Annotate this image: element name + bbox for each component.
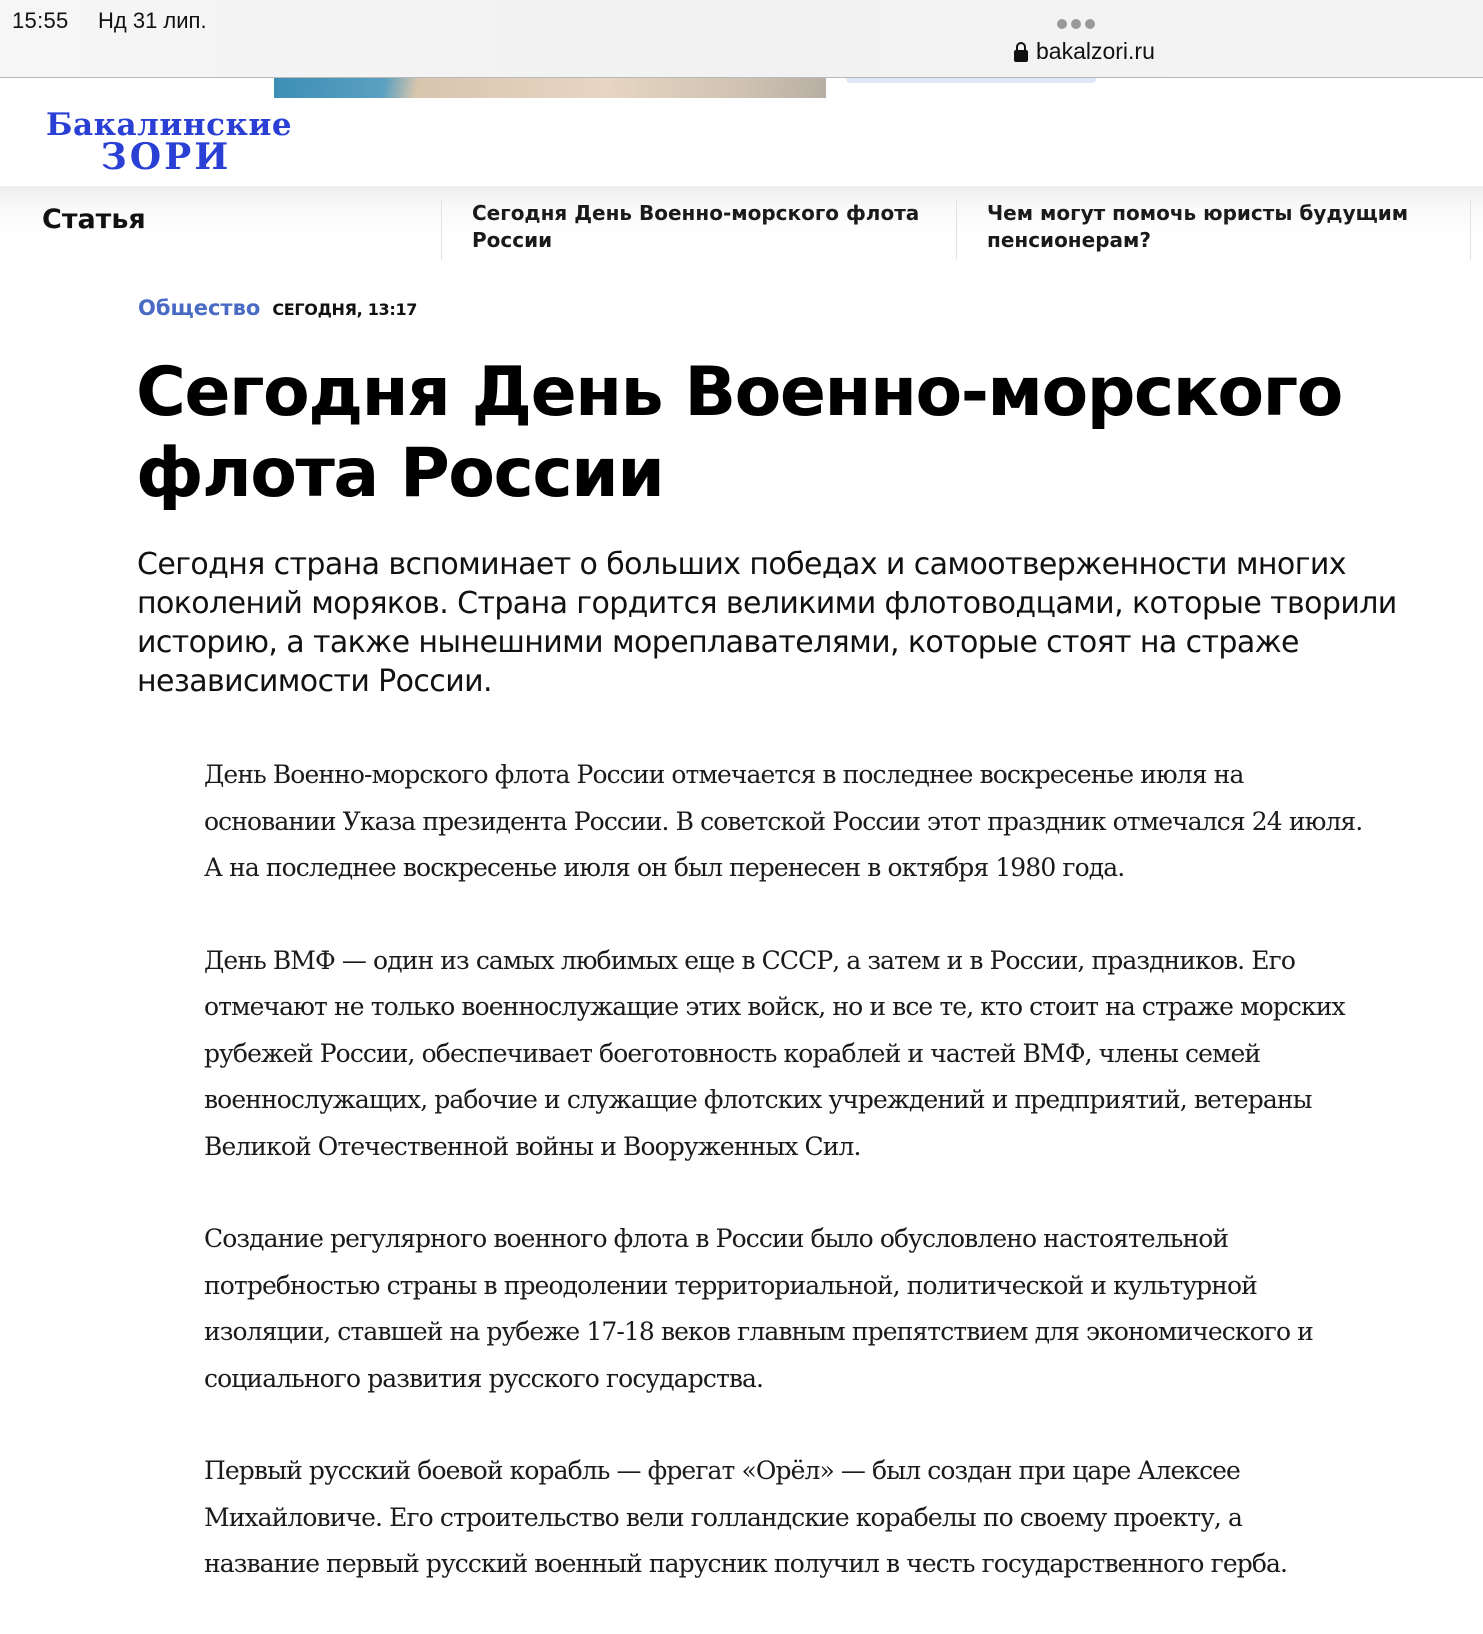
article-paragraph: Первый русский боевой корабль — фрегат «Орёл» — был создан при царе Алексее Михайловиче. Его строительство вели голландские корабелы по своему проекту, а название первый русский военный парусник получил в честь государственного герба. — [204, 1456, 1288, 1578]
logo-line-1: Бакалинские — [46, 107, 293, 143]
lock-icon — [1014, 42, 1028, 62]
article-title: Сегодня День Военно-морского флота России — [136, 353, 1342, 513]
divider — [1470, 200, 1471, 260]
status-date: Нд 31 лип. — [98, 8, 207, 33]
article-meta — [138, 296, 417, 320]
article-paragraph: День ВМФ — один из самых любимых еще в СССР, а затем и в России, праздников. Его отмечают не только военнослужащие этих войск, но и все те, кто стоит на страже морских рубежей России, обеспечивает боеготовность кораблей и частей ВМФ, члены семей военнослужащих, рабочие и служащие флотских учреждений и предприятий, ветераны Великой Отечественной войны и Вооруженных Сил. — [204, 945, 1345, 1161]
section-title: Статья — [42, 204, 146, 235]
category-link[interactable]: Общество — [138, 296, 261, 320]
status-time: 15:55 — [12, 8, 69, 33]
article-lead: Сегодня страна вспоминает о больших победах и самоотверженности многих поколений моряков. Страна гордится великими флотоводцами, которые творили историю, а также нынешними мореплавателями, которые стоят на страже независимости России. — [137, 547, 1397, 699]
more-dots-icon[interactable] — [1057, 19, 1095, 29]
article-paragraph: День Военно-морского флота России отмечается в последнее воскресенье июля на основании Указа президента России. В советской России этот праздник отмечался 24 июля. А на последнее воскресенье июля он был перенесен в октября 1980 года. — [204, 760, 1363, 882]
site-header — [0, 98, 1483, 186]
article-body — [204, 752, 1364, 1634]
logo-line-2: ЗОРИ — [100, 136, 232, 178]
sub-nav-article-link[interactable]: Чем могут помочь юристы будущим пенсионерам? — [956, 200, 1471, 260]
sub-nav-article-link[interactable]: Сегодня День Военно-морского флота России — [441, 200, 956, 260]
address-bar[interactable] — [1014, 38, 1155, 65]
banner-image[interactable] — [274, 78, 826, 98]
browser-status-bar — [0, 0, 1483, 78]
article-paragraph: Создание регулярного военного флота в России было обусловлено настоятельной потребностью страны в преодолении территориальной, политической и культурной изоляции, ставшей на рубеже 17-18 веков главным препятствием для экономического и социального развития русского государства. — [204, 1224, 1313, 1393]
site-logo[interactable] — [46, 107, 293, 178]
publish-date: СЕГОДНЯ, 13:17 — [272, 300, 418, 319]
banner-accent — [846, 78, 1096, 83]
article-sub-nav — [0, 186, 1483, 266]
url-text[interactable]: bakalzori.ru — [1036, 38, 1155, 64]
